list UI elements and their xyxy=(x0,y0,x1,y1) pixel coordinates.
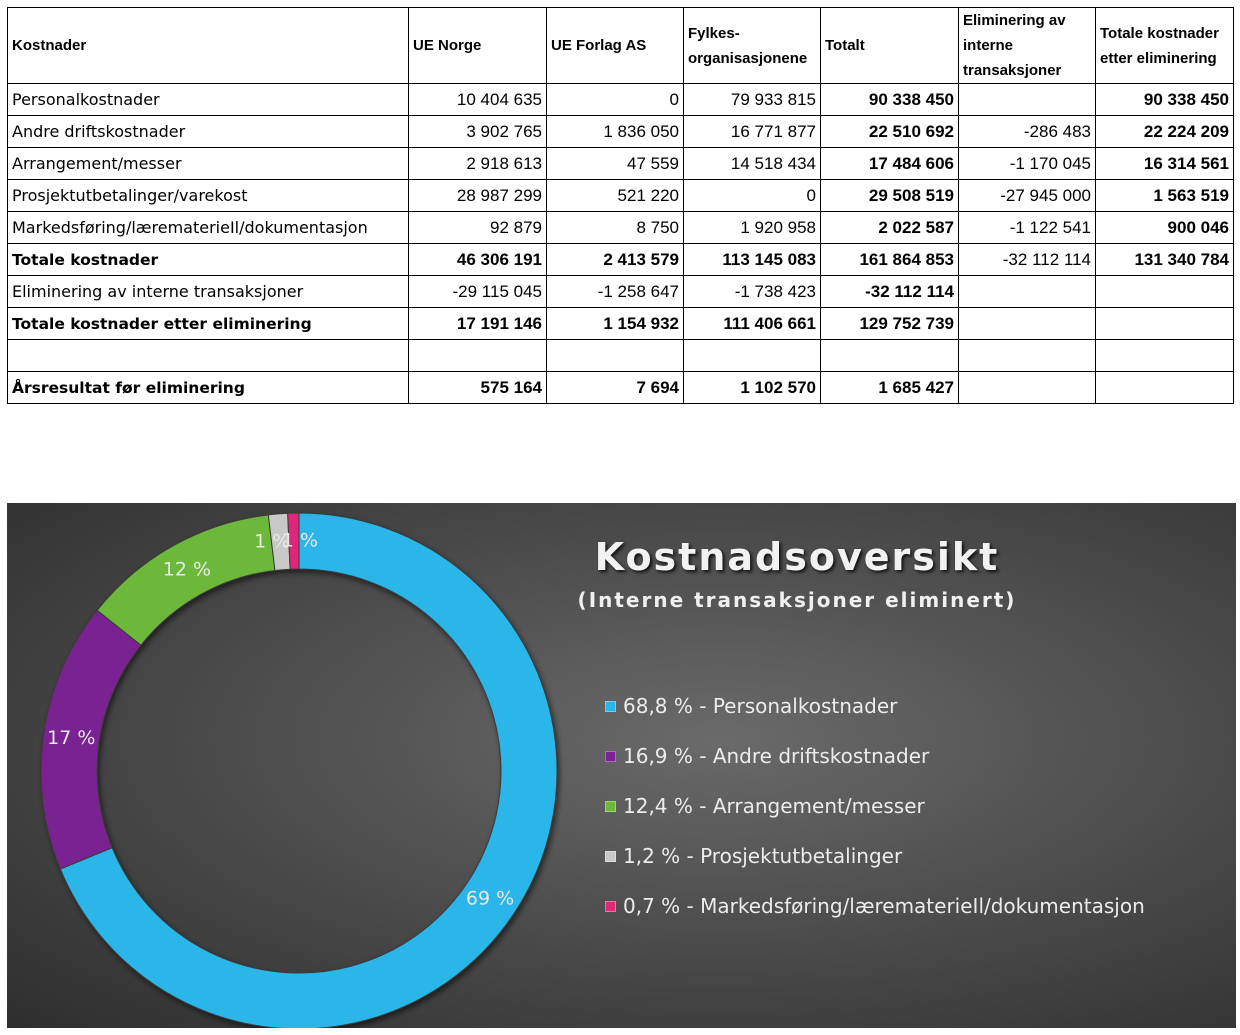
slice-data-label: 1 % xyxy=(254,530,291,553)
header-totale-etter-eliminering: Totale kostnader etter eliminering xyxy=(1096,8,1234,84)
table-cell xyxy=(684,340,821,372)
table-cell xyxy=(1096,340,1234,372)
table-cell xyxy=(409,340,547,372)
table-row xyxy=(8,372,1234,404)
table-cell: 2 918 613 xyxy=(409,148,547,180)
table-cell: 1 920 958 xyxy=(684,212,821,244)
row-label: Andre driftskostnader xyxy=(8,116,409,148)
table-cell: 47 559 xyxy=(547,148,684,180)
table-cell: 90 338 450 xyxy=(1096,84,1234,116)
slice-data-label: 17 % xyxy=(47,727,96,750)
table-cell: 161 864 853 xyxy=(821,244,959,276)
header-ue-forlag: UE Forlag AS xyxy=(547,8,684,84)
table-cell: 3 902 765 xyxy=(409,116,547,148)
table-cell: -1 258 647 xyxy=(547,276,684,308)
chart-panel xyxy=(7,503,1236,1028)
table-cell: 90 338 450 xyxy=(821,84,959,116)
row-label: Prosjektutbetalinger/varekost xyxy=(8,180,409,212)
table-cell: 46 306 191 xyxy=(409,244,547,276)
table-row xyxy=(8,180,1234,212)
legend-label: 16,9 % - Andre driftskostnader xyxy=(623,744,930,768)
table-row xyxy=(8,116,1234,148)
table-cell: 17 484 606 xyxy=(821,148,959,180)
legend-label: 0,7 % - Markedsføring/lærematerieIl/dokumentasjon xyxy=(623,894,1145,918)
table-cell: 113 145 083 xyxy=(684,244,821,276)
table-cell xyxy=(1096,276,1234,308)
table-cell: 129 752 739 xyxy=(821,308,959,340)
header-fylkesorganisasjonene: Fylkes-organisasjonene xyxy=(684,8,821,84)
table-cell xyxy=(959,84,1096,116)
table-cell: -29 115 045 xyxy=(409,276,547,308)
table-cell: 1 685 427 xyxy=(821,372,959,404)
header-totalt: Totalt xyxy=(821,8,959,84)
table-cell: -1 170 045 xyxy=(959,148,1096,180)
table-cell xyxy=(1096,372,1234,404)
table-cell: 29 508 519 xyxy=(821,180,959,212)
legend-swatch xyxy=(605,851,616,862)
table-cell: -1 738 423 xyxy=(684,276,821,308)
table-cell: 14 518 434 xyxy=(684,148,821,180)
table-cell: -286 483 xyxy=(959,116,1096,148)
cost-table xyxy=(7,7,1234,404)
table-cell: 575 164 xyxy=(409,372,547,404)
legend-swatch xyxy=(605,701,616,712)
legend-label: 1,2 % - Prosjektutbetalinger xyxy=(623,844,903,868)
table-cell: 16 771 877 xyxy=(684,116,821,148)
table-cell: 92 879 xyxy=(409,212,547,244)
table-cell: 521 220 xyxy=(547,180,684,212)
table-cell: 8 750 xyxy=(547,212,684,244)
table-row xyxy=(8,244,1234,276)
table-cell: 0 xyxy=(684,180,821,212)
slice-data-label: 69 % xyxy=(465,887,515,910)
legend-label: 68,8 % - Personalkostnader xyxy=(623,694,898,718)
table-cell xyxy=(959,276,1096,308)
table-cell: 28 987 299 xyxy=(409,180,547,212)
legend-swatch xyxy=(605,801,616,812)
table-cell xyxy=(1096,308,1234,340)
table-row xyxy=(8,148,1234,180)
table-cell xyxy=(959,308,1096,340)
table-row xyxy=(8,340,1234,372)
table-cell: 2 413 579 xyxy=(547,244,684,276)
row-label: Personalkostnader xyxy=(8,84,409,116)
legend-swatch xyxy=(605,751,616,762)
table-cell: 900 046 xyxy=(1096,212,1234,244)
legend-item xyxy=(605,831,1145,881)
table-row xyxy=(8,308,1234,340)
chart-title: Kostnadsoversikt xyxy=(594,535,1000,579)
table-cell: -32 112 114 xyxy=(821,276,959,308)
table-cell: -1 122 541 xyxy=(959,212,1096,244)
legend-label: 12,4 % - Arrangement/messer xyxy=(623,794,925,818)
table-cell: 131 340 784 xyxy=(1096,244,1234,276)
table-cell: 1 154 932 xyxy=(547,308,684,340)
header-kostnader: Kostnader xyxy=(8,8,409,84)
table-cell: 2 022 587 xyxy=(821,212,959,244)
table-header-row xyxy=(8,8,1234,84)
row-label: Arrangement/messer xyxy=(8,148,409,180)
table-cell xyxy=(547,340,684,372)
legend-item xyxy=(605,681,1145,731)
table-cell xyxy=(959,372,1096,404)
row-label: Totale kostnader etter eliminering xyxy=(8,308,409,340)
row-label: Markedsføring/lærematerieIl/dokumentasjon xyxy=(8,212,409,244)
table-cell: 1 836 050 xyxy=(547,116,684,148)
table-cell: 111 406 661 xyxy=(684,308,821,340)
table-cell: -32 112 114 xyxy=(959,244,1096,276)
table-row xyxy=(8,276,1234,308)
legend-item xyxy=(605,731,1145,781)
row-label: Totale kostnader xyxy=(8,244,409,276)
legend-item xyxy=(605,781,1145,831)
header-ue-norge: UE Norge xyxy=(409,8,547,84)
table-cell: 17 191 146 xyxy=(409,308,547,340)
table-cell: 22 510 692 xyxy=(821,116,959,148)
chart-subtitle: (Interne transaksjoner eliminert) xyxy=(577,588,1017,612)
donut-chart xyxy=(7,503,607,1028)
table-cell: 7 694 xyxy=(547,372,684,404)
table-cell: 1 102 570 xyxy=(684,372,821,404)
table-cell: 0 xyxy=(547,84,684,116)
table-row xyxy=(8,84,1234,116)
table-cell: 1 563 519 xyxy=(1096,180,1234,212)
header-eliminering: Eliminering av interne transaksjoner xyxy=(959,8,1096,84)
legend-swatch xyxy=(605,901,616,912)
slice-data-label: 12 % xyxy=(162,558,212,581)
table-row xyxy=(8,212,1234,244)
table-cell xyxy=(821,340,959,372)
table-cell: 16 314 561 xyxy=(1096,148,1234,180)
table-cell: -27 945 000 xyxy=(959,180,1096,212)
table-cell: 10 404 635 xyxy=(409,84,547,116)
row-label: Eliminering av interne transaksjoner xyxy=(8,276,409,308)
row-label: Årsresultat før eliminering xyxy=(8,372,409,404)
table-cell xyxy=(959,340,1096,372)
table-cell: 22 224 209 xyxy=(1096,116,1234,148)
chart-legend xyxy=(605,681,1145,931)
legend-item xyxy=(605,881,1145,931)
table-cell: 79 933 815 xyxy=(684,84,821,116)
row-label xyxy=(8,340,409,372)
slice-data-label: 1 % xyxy=(281,529,319,552)
